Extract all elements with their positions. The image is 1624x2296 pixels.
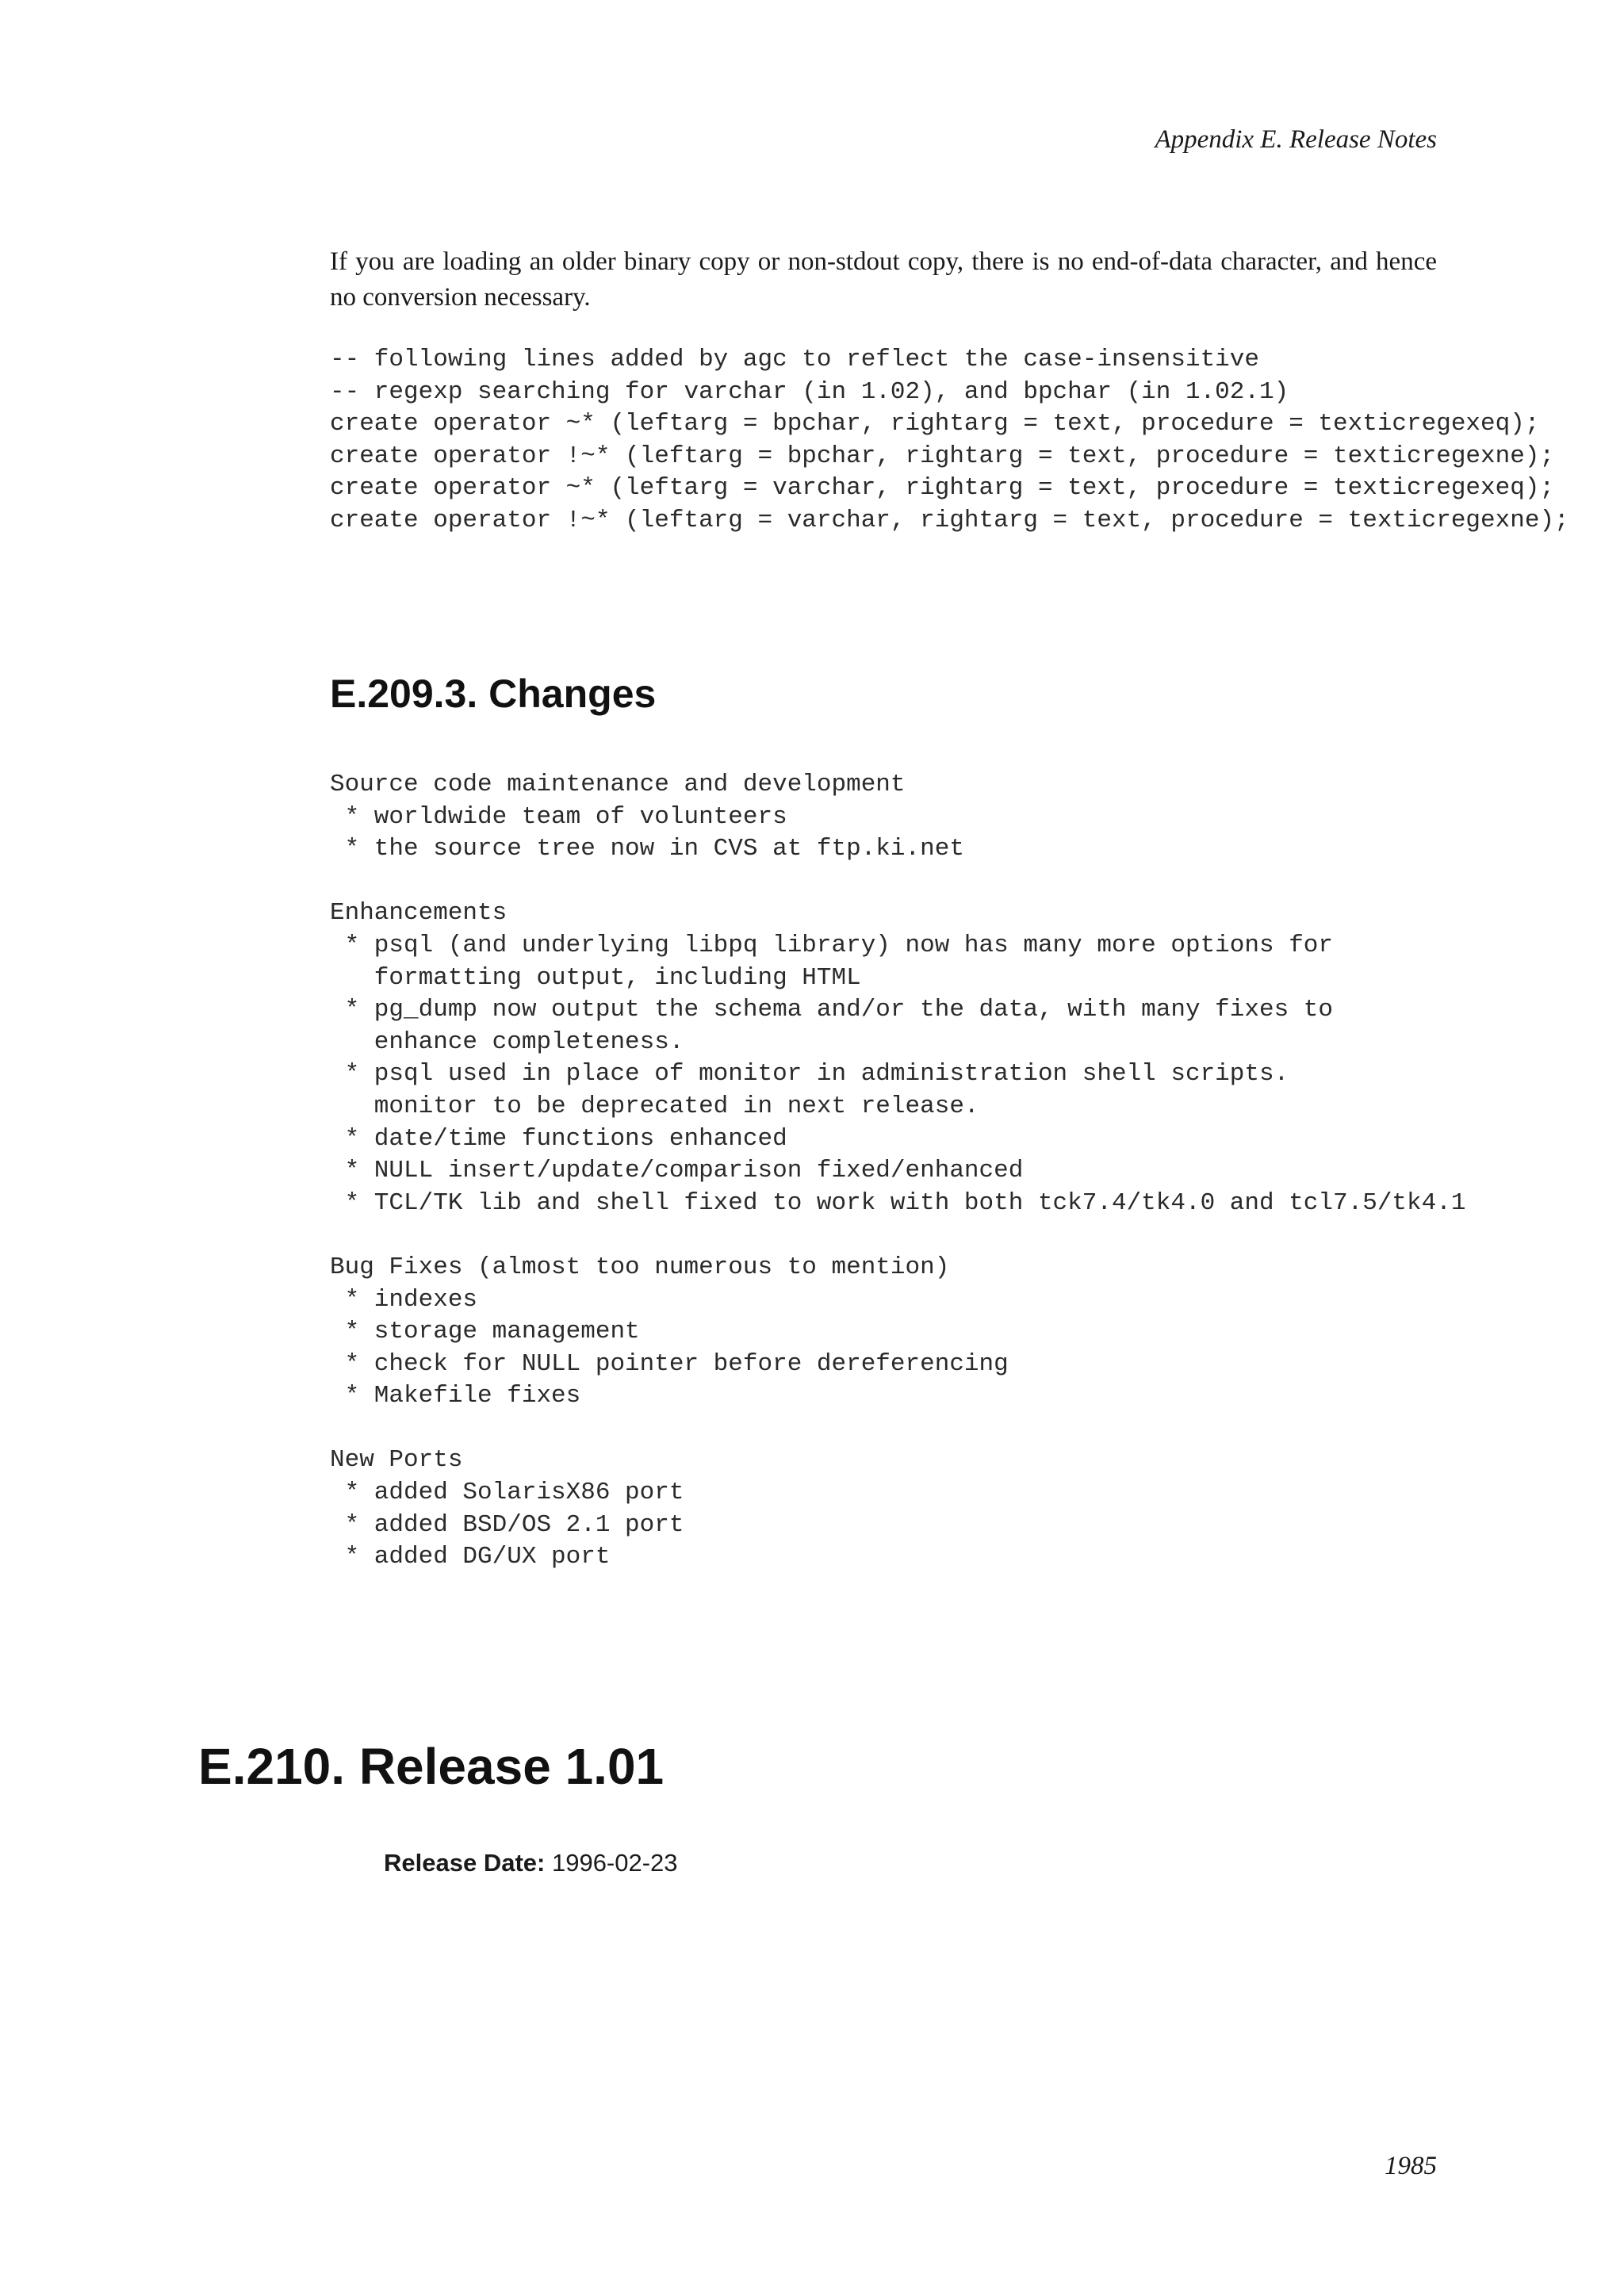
code-block-operators: -- following lines added by agc to reflect the case-insensitive -- regexp searching for varchar (in 1.02), and bpchar (in 1.02.1) create operator ~* (leftarg = bpchar, rightarg = text, procedure = texticregexeq); create operator !~* (leftarg = bpchar, rightarg = text, procedure = texticregexne); create operator ~* (leftarg = varchar, rightarg = text, procedure = texticregexeq); create operator !~* (leftarg = varchar, rightarg = text, procedure = texticregexne); xyxy=(330,346,1569,534)
release-date xyxy=(384,1850,678,1875)
page-number: 1985 xyxy=(1385,2152,1437,2180)
code-block-changes: Source code maintenance and development * worldwide team of volunteers * the source tree now in CVS at ftp.ki.net Enhancements * psql (and underlying libpq library) now has many more options for formatting output, including HTML * pg_dump now output the schema and/or the data, with many fixes to enhance completeness. * psql used in place of monitor in administration shell scripts. monitor to be deprecated in next release. * date/time functions enhanced * NULL insert/update/comparison fixed/enhanced * TCL/TK lib and shell fixed to work with both tck7.4/tk4.0 and tcl7.5/tk4.1 Bug Fixes (almost too numerous to mention) * indexes * storage management * check for NULL pointer before dereferencing * Makefile fixes New Ports * added SolarisX86 port * added BSD/OS 2.1 port * added DG/UX port xyxy=(330,771,1466,1571)
intro-paragraph: If you are loading an older binary copy or non-stdout copy, there is no end-of-data character, and hence no conversion necessary. xyxy=(330,247,1437,312)
release-date-value: 1996-02-23 xyxy=(551,1849,678,1877)
release-date-label: Release Date: xyxy=(384,1849,546,1877)
release-heading: E.210. Release 1.01 xyxy=(198,1738,665,1795)
section-heading-changes: E.209.3. Changes xyxy=(330,672,657,716)
running-header: Appendix E. Release Notes xyxy=(1155,125,1437,154)
